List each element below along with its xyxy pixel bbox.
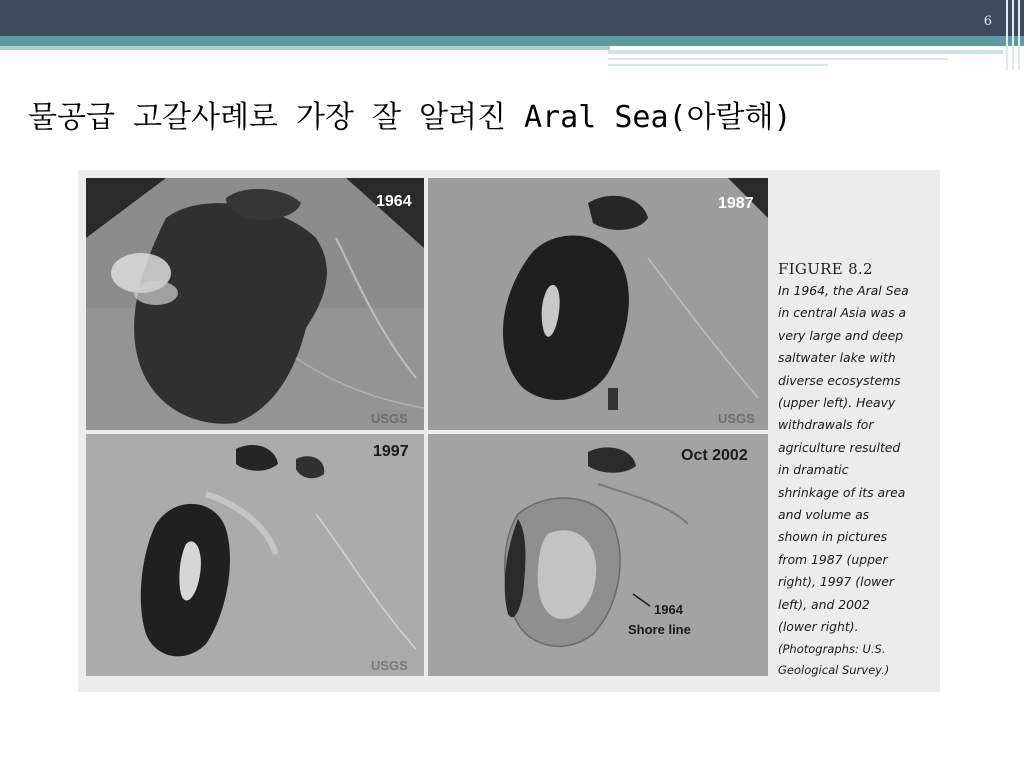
caption-text (778, 280, 938, 639)
figure-caption (778, 260, 938, 681)
decor-line (608, 50, 1003, 54)
caption-line: In 1964, the Aral Sea (778, 283, 909, 298)
credit-line: Geological Survey.) (778, 662, 890, 677)
satellite-image (428, 178, 768, 430)
caption-line: in central Asia was a (778, 305, 907, 321)
usgs-watermark: USGS (371, 658, 408, 673)
panel-year-label: Oct 2002 (681, 447, 748, 464)
figure-label: FIGURE 8.2 (778, 260, 873, 278)
decor-line (1006, 0, 1008, 70)
slide-title: 물공급 고갈사례로 가장 잘 알려진 Aral Sea(아랄해) (28, 100, 792, 135)
caption-line: left), and 2002 (778, 596, 870, 612)
satellite-panel-1987 (428, 178, 768, 430)
usgs-watermark: USGS (371, 411, 408, 426)
decor-line (1012, 0, 1014, 70)
decor-line (1018, 0, 1020, 70)
satellite-panel-1997 (86, 434, 424, 676)
satellite-image (86, 178, 424, 430)
satellite-panel-2002 (428, 434, 768, 676)
credit-line: (Photographs: U.S. (778, 641, 886, 656)
caption-line: right), 1997 (lower (778, 574, 895, 590)
photo-credit (778, 639, 938, 681)
panel-year-label: 1964 (376, 193, 412, 210)
caption-line: in dramatic (778, 462, 849, 478)
caption-line: diverse ecosystems (778, 372, 901, 388)
caption-line: very large and deep (778, 327, 904, 343)
header-stripe (0, 36, 1024, 46)
satellite-panel-1964 (86, 178, 424, 430)
decor-line (608, 64, 828, 66)
caption-line: and volume as (778, 507, 870, 523)
caption-line: agriculture resulted (778, 439, 901, 455)
caption-line: shown in pictures (778, 529, 888, 545)
caption-line: withdrawals for (778, 417, 874, 433)
header-stripe-light (0, 46, 610, 50)
satellite-image (428, 434, 768, 676)
usgs-watermark: USGS (718, 411, 755, 426)
caption-line: (lower right). (778, 619, 859, 635)
satellite-image (86, 434, 424, 676)
aral-sea-figure (78, 170, 940, 692)
panel-year-label: 1997 (373, 443, 409, 460)
annotation-shoreline: Shore line (628, 622, 691, 637)
panel-year-label: 1987 (718, 195, 754, 212)
caption-line: saltwater lake with (778, 350, 896, 366)
decor-line (608, 58, 948, 60)
page-number: 6 (983, 14, 992, 29)
header-bar (0, 0, 1024, 36)
caption-line: shrinkage of its area (778, 484, 906, 500)
caption-line: from 1987 (upper (778, 551, 888, 567)
caption-line: (upper left). Heavy (778, 395, 896, 411)
annotation-year: 1964 (654, 602, 683, 617)
